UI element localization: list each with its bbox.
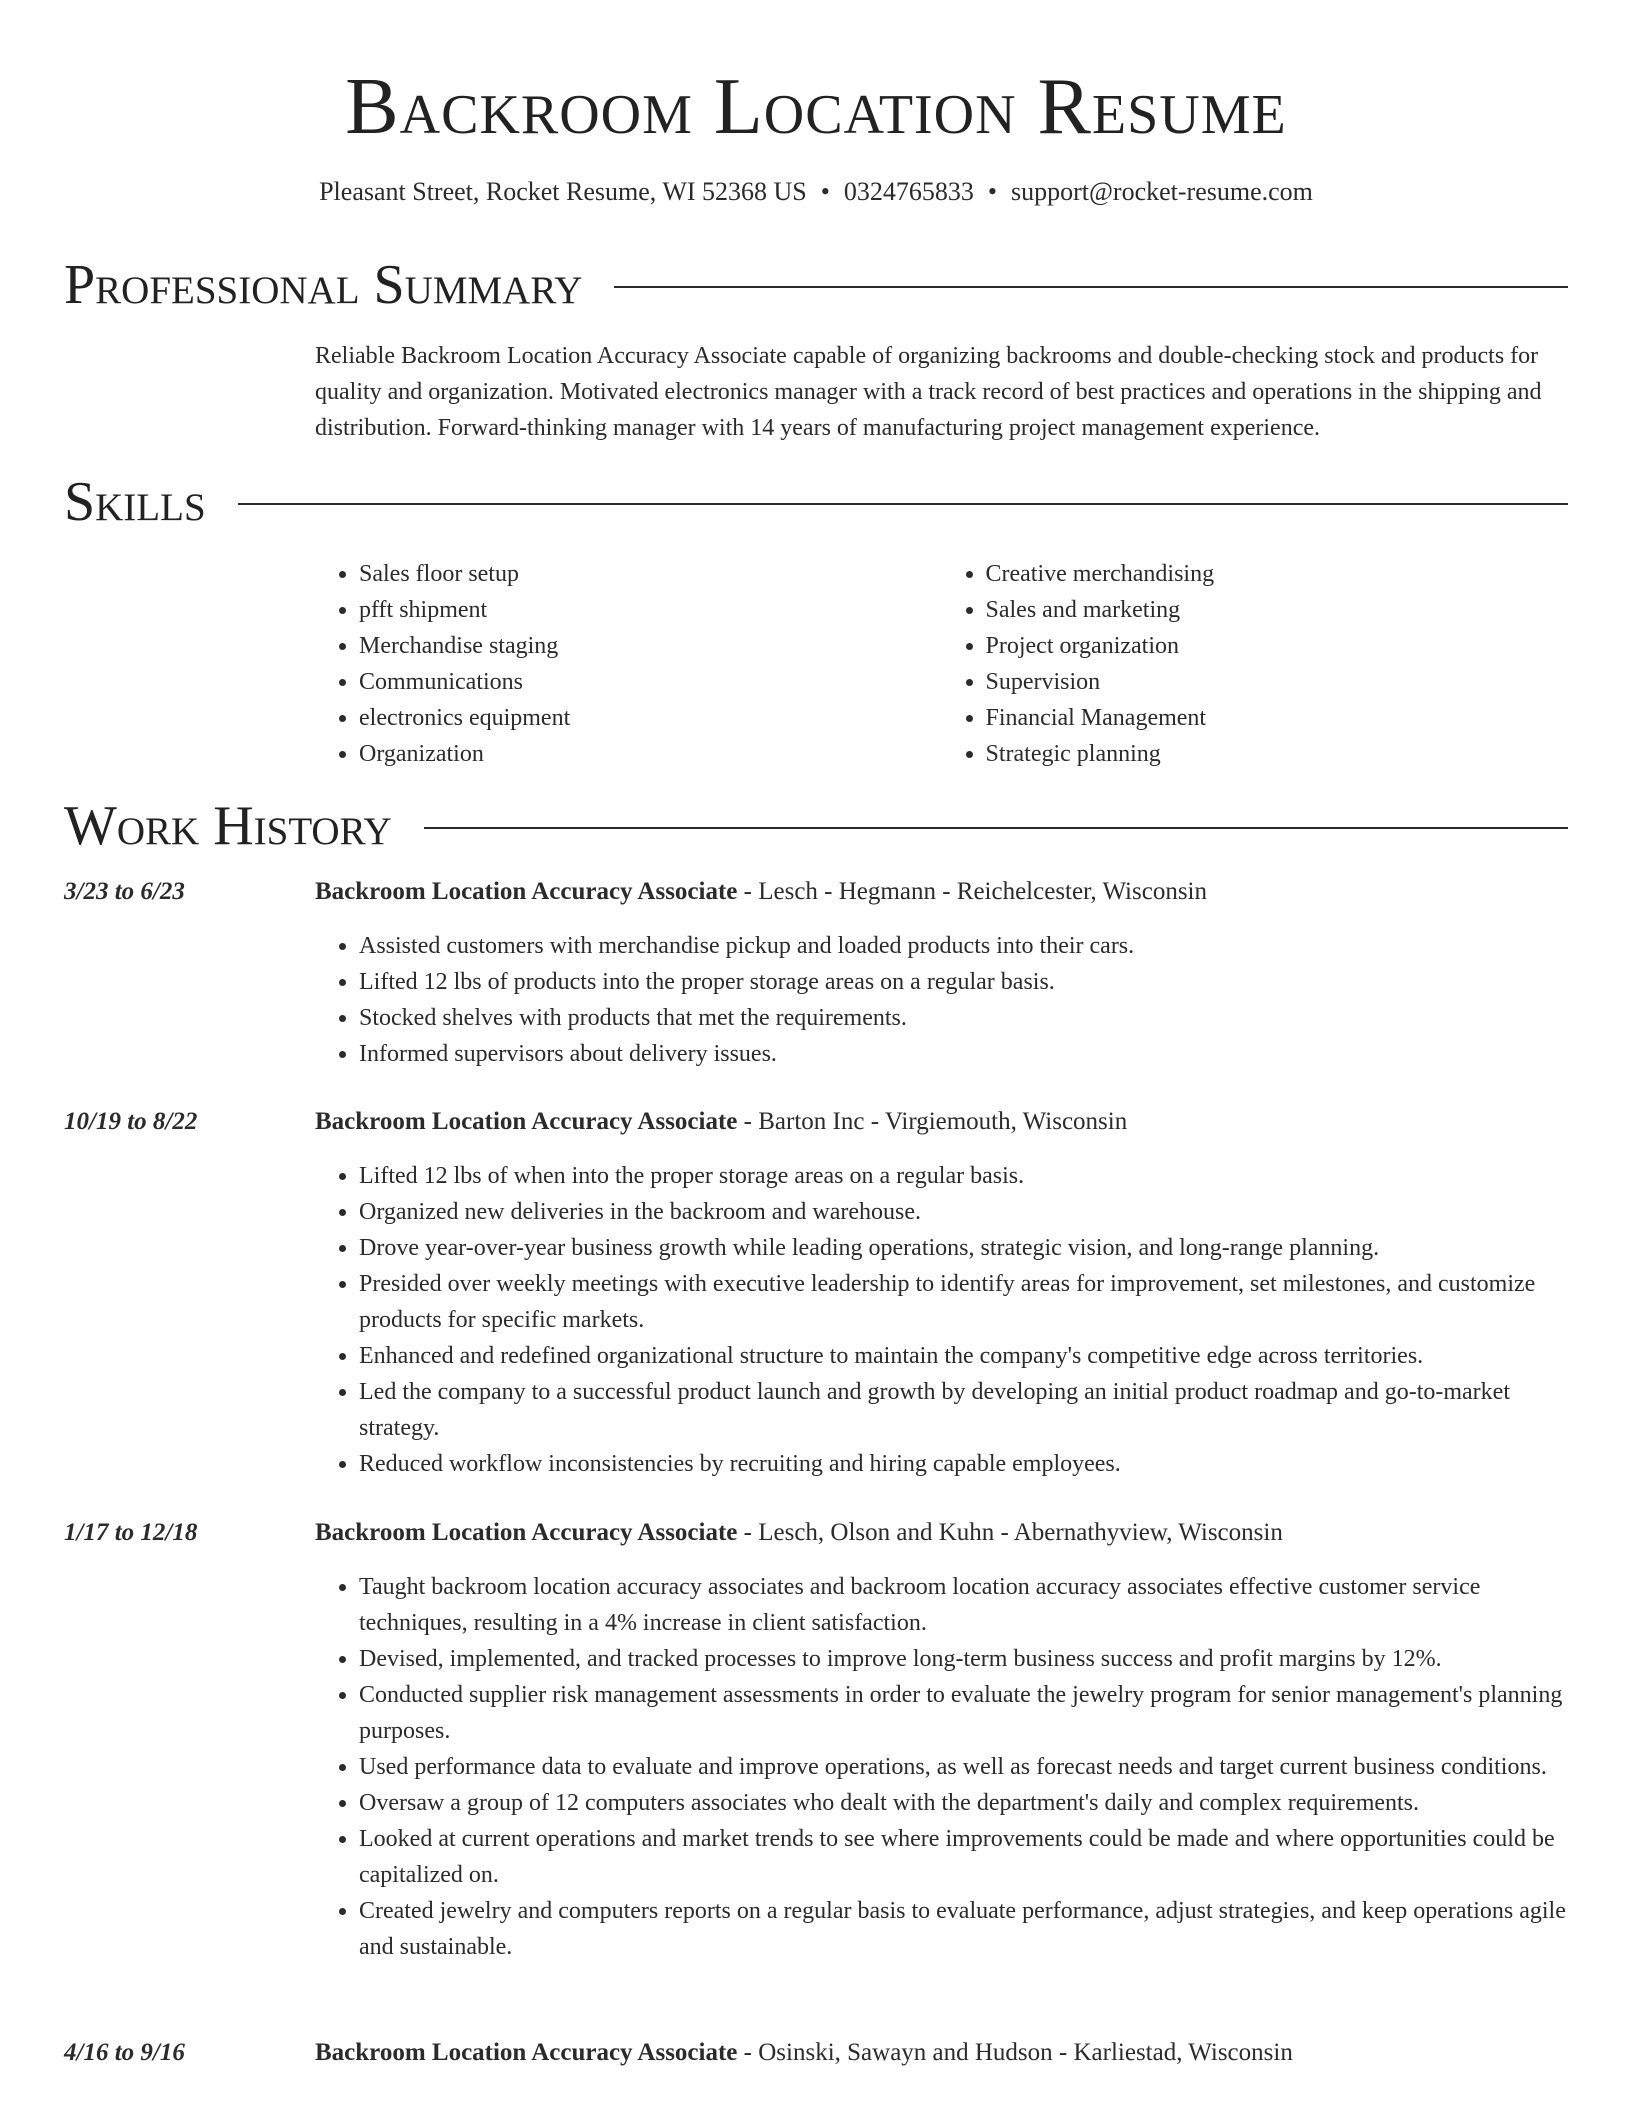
job-bullet: • Used performance data to evaluate and improve operations, as well as forecast needs and target current business conditions. — [359, 1749, 1568, 1785]
job-entry — [64, 2035, 1568, 2071]
contact-address: Pleasant Street, Rocket Resume, WI 52368 US — [319, 177, 807, 206]
job-bullet: • Assisted customers with merchandise pickup and loaded products into their cars. — [359, 928, 1568, 964]
skill-item: • Sales floor setup — [359, 556, 942, 592]
skill-item: • Financial Management — [986, 700, 1569, 736]
skill-item: • Communications — [359, 664, 942, 700]
job-bullet: • Enhanced and redefined organizational structure to maintain the company's competitive edge across territories. — [359, 1338, 1568, 1374]
job-entry — [64, 874, 1568, 1072]
job-bullets — [315, 1158, 1568, 1482]
job-bullet: • Drove year-over-year business growth while leading operations, strategic vision, and long-range planning. — [359, 1230, 1568, 1266]
job-heading — [315, 874, 1568, 910]
contact-phone: 0324765833 — [843, 177, 974, 206]
job-bullets — [315, 1569, 1568, 1965]
job-heading — [315, 1515, 1568, 1551]
job-bullet: • Led the company to a successful product launch and growth by developing an initial product roadmap and go-to-market strategy. — [359, 1374, 1568, 1446]
job-date: 3/23 to 6/23 — [64, 878, 185, 905]
section-divider — [614, 286, 1568, 288]
job-heading — [315, 2035, 1568, 2071]
summary-section-header — [64, 253, 1568, 317]
skill-item: • Creative merchandising — [986, 556, 1569, 592]
skill-item: • Sales and marketing — [986, 592, 1569, 628]
job-bullet: • Lifted 12 lbs of when into the proper storage areas on a regular basis. — [359, 1158, 1568, 1194]
skill-item: • pfft shipment — [359, 592, 942, 628]
skill-item: • Merchandise staging — [359, 628, 942, 664]
job-company-location: - Barton Inc - Virgiemouth, Wisconsin — [737, 1108, 1128, 1135]
section-title-work: Work History — [64, 795, 392, 857]
job-entry — [64, 1104, 1568, 1482]
contact-separator: • — [987, 177, 997, 206]
skill-item: • Supervision — [986, 664, 1569, 700]
job-date: 10/19 to 8/22 — [64, 1108, 198, 1135]
job-bullet: • Informed supervisors about delivery issues. — [359, 1036, 1568, 1072]
job-bullet: • Oversaw a group of 12 computers associates who dealt with the department's daily and complex requirements. — [359, 1785, 1568, 1821]
contact-separator: • — [820, 177, 830, 206]
job-bullet: • Devised, implemented, and tracked processes to improve long-term business success and profit margins by 12%. — [359, 1641, 1568, 1677]
section-title-skills: Skills — [64, 471, 206, 533]
skill-item: • electronics equipment — [359, 700, 942, 736]
skill-item: • Organization — [359, 736, 942, 772]
job-bullet: • Organized new deliveries in the backroom and warehouse. — [359, 1194, 1568, 1230]
job-bullet: • Looked at current operations and market trends to see where improvements could be made and where opportunities could be capitalized on. — [359, 1821, 1568, 1893]
contact-line — [0, 175, 1632, 209]
job-bullet: • Taught backroom location accuracy associates and backroom location accuracy associates effective customer service techniques, resulting in a 4% increase in client satisfaction. — [359, 1569, 1568, 1641]
contact-email: support@rocket-resume.com — [1010, 177, 1313, 206]
job-title: Backroom Location Accuracy Associate — [315, 2039, 738, 2066]
job-bullet: • Presided over weekly meetings with executive leadership to identify areas for improvement, set milestones, and customize products for specific markets. — [359, 1266, 1568, 1338]
job-bullet: • Lifted 12 lbs of products into the proper storage areas on a regular basis. — [359, 964, 1568, 1000]
job-entry — [64, 1515, 1568, 1965]
section-divider — [238, 503, 1568, 505]
job-company-location: - Lesch, Olson and Kuhn - Abernathyview, Wisconsin — [737, 1519, 1283, 1546]
skill-item: • Project organization — [986, 628, 1569, 664]
job-bullet: • Created jewelry and computers reports on a regular basis to evaluate performance, adjust strategies, and keep operations agile and sustainable. — [359, 1893, 1568, 1965]
job-bullet: • Conducted supplier risk management assessments in order to evaluate the jewelry program for senior management's planning purposes. — [359, 1677, 1568, 1749]
job-date: 4/16 to 9/16 — [64, 2039, 185, 2066]
job-bullet: • Stocked shelves with products that met the requirements. — [359, 1000, 1568, 1036]
summary-text: Reliable Backroom Location Accuracy Associate capable of organizing backrooms and double-checking stock and products for quality and organization. Motivated electronics manager with a track record of best practices and operations in the shipping and distribution. Forward-thinking manager with 14 years of manufacturing project management experience. — [315, 343, 1542, 441]
job-bullet: • Reduced workflow inconsistencies by recruiting and hiring capable employees. — [359, 1446, 1568, 1482]
skills-section-header — [64, 470, 1568, 534]
work-section-header — [64, 794, 1568, 858]
job-title: Backroom Location Accuracy Associate — [315, 878, 738, 905]
job-date: 1/17 to 12/18 — [64, 1519, 198, 1546]
skill-item: • Strategic planning — [986, 736, 1569, 772]
job-title: Backroom Location Accuracy Associate — [315, 1108, 738, 1135]
job-bullets — [315, 928, 1568, 1072]
job-company-location: - Osinski, Sawayn and Hudson - Karliestad, Wisconsin — [737, 2039, 1293, 2066]
section-divider — [424, 827, 1568, 829]
section-title-summary: Professional Summary — [64, 254, 583, 316]
skills-column-right — [942, 556, 1569, 772]
job-company-location: - Lesch - Hegmann - Reichelcester, Wisconsin — [737, 878, 1207, 905]
skills-list — [315, 556, 1568, 772]
job-title: Backroom Location Accuracy Associate — [315, 1519, 738, 1546]
job-heading — [315, 1104, 1568, 1140]
resume-name: Backroom Location Resume — [345, 63, 1287, 151]
skills-column-left — [315, 556, 942, 772]
